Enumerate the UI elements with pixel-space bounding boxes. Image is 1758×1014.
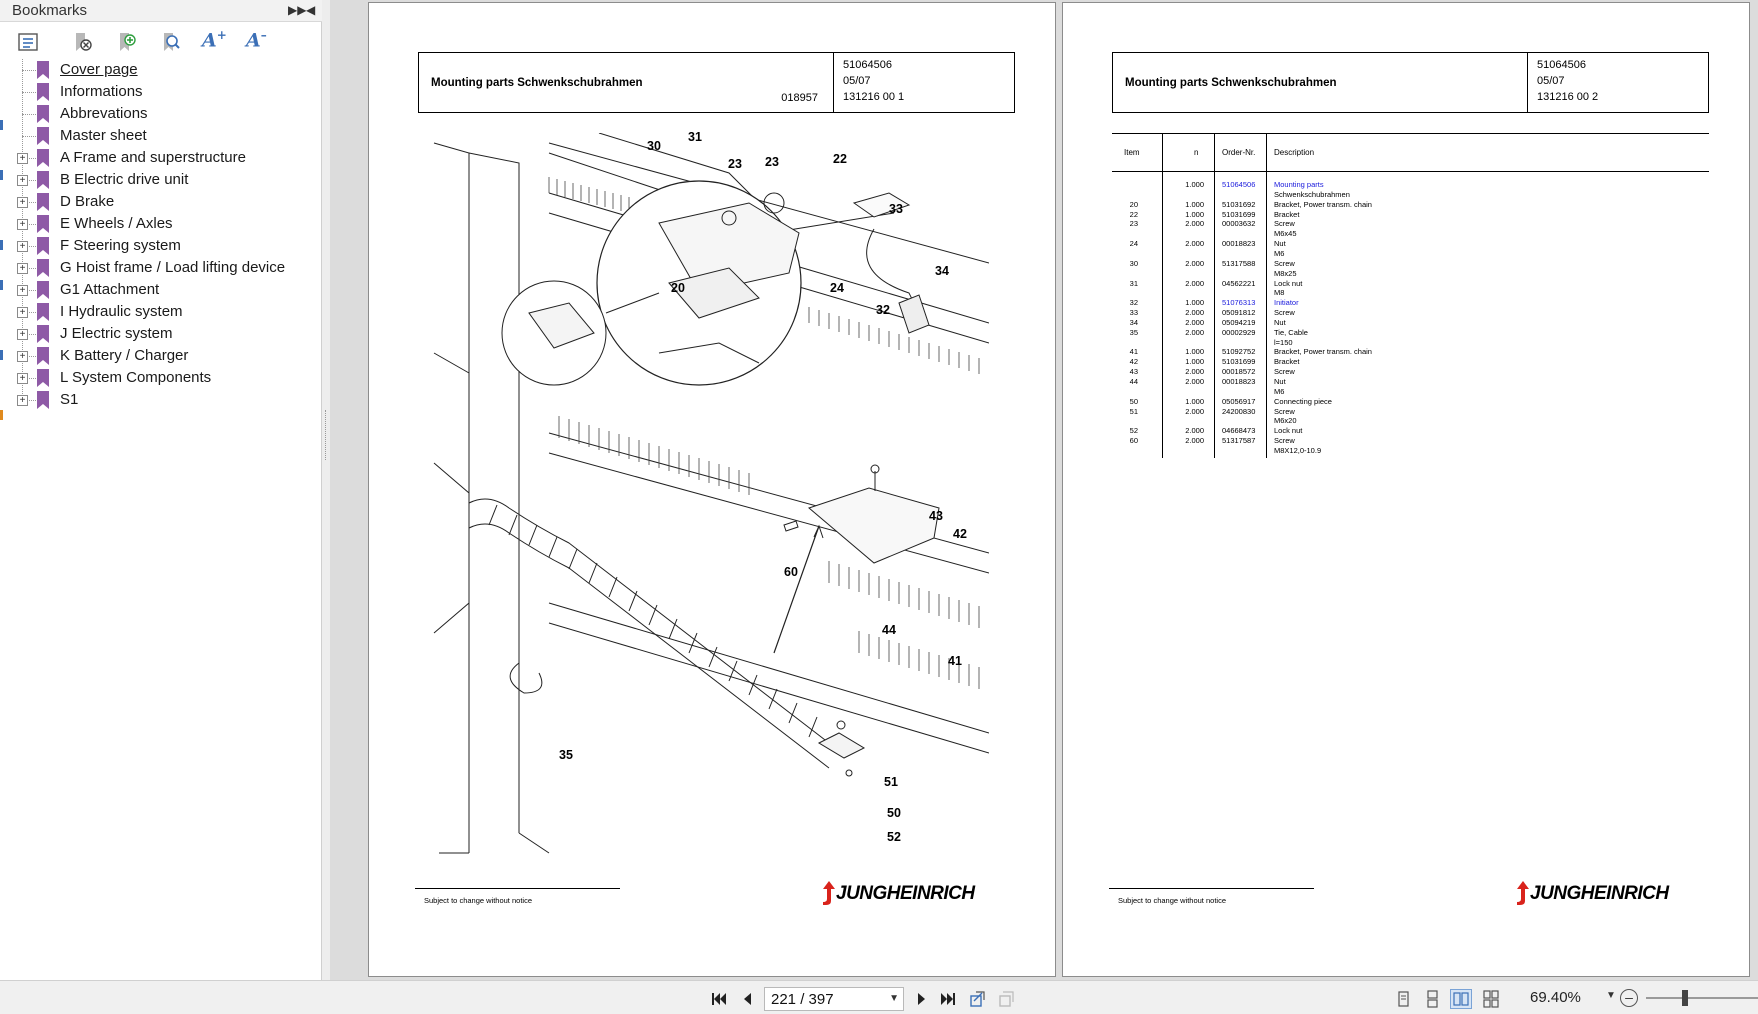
table-row — [1112, 200, 1709, 210]
table-row — [1112, 239, 1709, 249]
bookmark-item[interactable] — [0, 169, 322, 191]
table-header-rule — [1112, 171, 1709, 172]
callout-label: 20 — [671, 281, 685, 295]
tree-branch-line — [22, 136, 36, 137]
page-parts-list — [1062, 2, 1750, 977]
page-title: Mounting parts Schwenkschubrahmen — [1125, 77, 1337, 89]
exploded-drawing — [429, 130, 989, 863]
bookmark-item[interactable] — [0, 323, 322, 345]
bookmark-icon — [37, 259, 49, 277]
next-view-icon[interactable] — [995, 989, 1017, 1009]
bookmark-icon — [37, 83, 49, 101]
quantity-cell: 2.000 — [1185, 367, 1204, 377]
order-number-cell: 05091812 — [1222, 308, 1256, 318]
table-row — [1112, 407, 1709, 417]
callout-label: 51 — [884, 775, 898, 789]
expand-icon[interactable]: + — [17, 241, 28, 252]
order-number: 51064506 — [843, 59, 892, 71]
item-cell: 33 — [1129, 308, 1138, 318]
description-cell: Bracket — [1274, 209, 1300, 219]
order-number-cell: 00002929 — [1222, 327, 1256, 337]
table-row — [1112, 387, 1709, 397]
tree-branch-line — [22, 70, 36, 71]
decrease-text-size-icon[interactable]: A– — [246, 28, 267, 52]
table-row — [1112, 436, 1709, 446]
table-row — [1112, 397, 1709, 407]
bookmark-label[interactable]: I Hydraulic system — [60, 303, 183, 320]
description-cell[interactable]: Mounting parts — [1274, 180, 1324, 189]
expand-icon[interactable]: + — [17, 395, 28, 406]
single-page-view-icon[interactable] — [1392, 989, 1414, 1009]
callout-label: 44 — [882, 623, 896, 637]
bookmark-icon — [37, 347, 49, 365]
logo-arrow-icon — [1517, 881, 1529, 905]
quantity-cell: 2.000 — [1185, 327, 1204, 337]
first-page-icon[interactable] — [708, 989, 730, 1009]
description-cell: Schwenkschubrahmen — [1274, 189, 1350, 199]
description-cell: Nut — [1274, 317, 1286, 327]
order-number-cell: 00003632 — [1222, 219, 1256, 229]
description-cell: M8 — [1274, 288, 1285, 298]
drawing-ref: 018957 — [781, 92, 818, 104]
bookmark-label[interactable]: G Hoist frame / Load lifting device — [60, 259, 286, 276]
table-row — [1112, 288, 1709, 298]
quantity-cell: 1.000 — [1185, 180, 1204, 189]
bookmark-item[interactable] — [0, 389, 322, 411]
quantity-cell: 1.000 — [1185, 199, 1204, 209]
order-number-cell: 05056917 — [1222, 396, 1256, 406]
description-cell[interactable]: Initiator — [1274, 298, 1299, 308]
table-row — [1112, 347, 1709, 357]
column-header-order: Order-Nr. — [1222, 148, 1256, 157]
bookmark-icon — [37, 281, 49, 299]
bookmark-item[interactable] — [0, 345, 322, 367]
title-block-divider — [833, 53, 834, 112]
order-number-cell: 51031699 — [1222, 209, 1256, 219]
table-row — [1112, 357, 1709, 367]
callout-label: 31 — [688, 130, 702, 144]
description-cell: Lock nut — [1274, 426, 1303, 436]
table-row — [1112, 210, 1709, 220]
bookmark-icon — [37, 149, 49, 167]
order-number-cell: 00018823 — [1222, 239, 1256, 249]
bookmark-label[interactable]: A Frame and superstructure — [60, 149, 246, 166]
quantity-cell: 2.000 — [1185, 278, 1204, 288]
bookmark-item[interactable] — [0, 367, 322, 389]
item-cell: 60 — [1129, 436, 1138, 446]
bookmark-icon — [37, 215, 49, 233]
table-row — [1112, 367, 1709, 377]
document-viewer[interactable] — [330, 0, 1758, 980]
callout-label: 43 — [929, 509, 943, 523]
bookmark-label[interactable]: Cover page — [60, 61, 138, 78]
order-number-cell: 04668473 — [1222, 426, 1256, 436]
description-cell: Bracket — [1274, 357, 1300, 367]
logo-wordmark: JUNGHEINRICH — [836, 883, 975, 904]
order-number-cell[interactable]: 51064506 — [1222, 180, 1256, 189]
description-cell: Connecting piece — [1274, 396, 1332, 406]
order-number-cell: 00018572 — [1222, 367, 1256, 377]
callout-label: 23 — [728, 157, 742, 171]
zoom-slider-thumb[interactable] — [1682, 990, 1688, 1006]
order-number-cell: 51317587 — [1222, 436, 1256, 446]
bookmark-item[interactable] — [0, 59, 322, 81]
logo-wordmark: JUNGHEINRICH — [1530, 883, 1669, 904]
bookmarks-panel — [0, 0, 322, 980]
order-number-cell[interactable]: 51076313 — [1222, 298, 1256, 308]
bookmark-item[interactable] — [0, 191, 322, 213]
callout-label: 41 — [948, 654, 962, 668]
callout-label: 22 — [833, 152, 847, 166]
quantity-cell: 2.000 — [1185, 317, 1204, 327]
navigation-bar — [0, 980, 1758, 1014]
bookmark-item[interactable] — [0, 301, 322, 323]
quantity-cell: 2.000 — [1185, 239, 1204, 249]
find-current-bookmark-icon[interactable] — [158, 30, 182, 54]
table-row — [1112, 338, 1709, 348]
bookmark-item[interactable] — [0, 147, 322, 169]
bookmark-options-icon[interactable] — [16, 30, 40, 54]
bookmarks-panel-header — [0, 0, 322, 22]
description-cell: M6 — [1274, 386, 1285, 396]
description-cell: M8x25 — [1274, 268, 1297, 278]
bookmark-icon — [37, 105, 49, 123]
page-title: Mounting parts Schwenkschubrahmen — [431, 77, 643, 89]
column-header-description: Description — [1274, 148, 1315, 157]
description-cell: M6x45 — [1274, 229, 1297, 239]
quantity-cell: 2.000 — [1185, 426, 1204, 436]
delete-bookmark-icon[interactable] — [70, 30, 94, 54]
description-cell: M8X12,0-10.9 — [1274, 445, 1322, 455]
bookmark-label[interactable]: E Wheels / Axles — [60, 215, 173, 232]
sheet-number: 131216 00 2 — [1537, 91, 1599, 103]
description-cell: Nut — [1274, 239, 1286, 249]
table-row — [1112, 229, 1709, 239]
bookmark-icon — [37, 61, 49, 79]
bookmark-label[interactable]: S1 — [60, 391, 79, 408]
order-number-cell: 51031699 — [1222, 357, 1256, 367]
page-indicator[interactable]: 221 / 397 — [771, 991, 834, 1008]
jungheinrich-logo — [823, 879, 975, 905]
previous-page-icon[interactable] — [737, 989, 759, 1009]
table-row — [1112, 328, 1709, 338]
item-cell: 51 — [1129, 406, 1138, 416]
column-header-qty: n — [1194, 148, 1199, 157]
description-cell: l=150 — [1274, 337, 1293, 347]
expand-icon[interactable]: + — [17, 197, 28, 208]
item-cell: 35 — [1129, 327, 1138, 337]
zoom-slider[interactable] — [1646, 990, 1758, 1006]
callout-label: 60 — [784, 565, 798, 579]
expand-icon[interactable]: + — [17, 329, 28, 340]
title-block — [1112, 52, 1709, 113]
bookmark-label[interactable]: B Electric drive unit — [60, 171, 189, 188]
description-cell: Tie, Cable — [1274, 327, 1308, 337]
expand-panel-icon[interactable]: ▶▶ — [288, 3, 307, 17]
panel-splitter[interactable] — [322, 0, 330, 980]
item-cell: 32 — [1129, 298, 1138, 308]
bookmark-item[interactable] — [0, 279, 322, 301]
callout-label: 35 — [559, 748, 573, 762]
order-number-cell: 04562221 — [1222, 278, 1256, 288]
table-top-rule — [1112, 133, 1709, 134]
quantity-cell: 2.000 — [1185, 436, 1204, 446]
side-tool-marker[interactable] — [0, 410, 3, 420]
item-cell: 41 — [1129, 347, 1138, 357]
description-cell: Screw — [1274, 367, 1295, 377]
bookmarks-panel-title: Bookmarks — [12, 2, 88, 19]
item-cell: 50 — [1129, 396, 1138, 406]
next-page-icon[interactable] — [910, 989, 932, 1009]
expand-icon[interactable]: + — [17, 153, 28, 164]
zoom-out-icon[interactable]: – — [1620, 989, 1638, 1007]
quantity-cell: 1.000 — [1185, 347, 1204, 357]
description-cell: Screw — [1274, 436, 1295, 446]
bookmark-item[interactable] — [0, 235, 322, 257]
item-cell: 42 — [1129, 357, 1138, 367]
table-row — [1112, 308, 1709, 318]
bookmark-icon — [37, 237, 49, 255]
page-number-box[interactable] — [764, 987, 904, 1011]
expand-icon[interactable]: + — [17, 285, 28, 296]
expand-icon[interactable]: + — [17, 219, 28, 230]
description-cell: Nut — [1274, 377, 1286, 386]
bookmark-label[interactable]: Abbrevations — [60, 105, 148, 122]
description-cell: M6x20 — [1274, 416, 1297, 426]
zoom-dropdown-icon[interactable]: ▼ — [1606, 990, 1616, 1001]
bookmark-label[interactable]: Informations — [60, 83, 143, 100]
item-cell: 44 — [1129, 377, 1138, 386]
table-row — [1112, 426, 1709, 436]
increase-text-size-icon[interactable]: A+ — [202, 28, 227, 52]
item-cell: 23 — [1129, 219, 1138, 229]
order-number-cell: 00018823 — [1222, 377, 1256, 386]
bookmark-icon — [37, 303, 49, 321]
callout-label: 52 — [887, 830, 901, 844]
table-row — [1112, 446, 1709, 456]
expand-icon[interactable]: + — [17, 351, 28, 362]
expand-icon[interactable]: + — [17, 373, 28, 384]
order-number-cell: 24200830 — [1222, 406, 1256, 416]
order-number-cell: 51317588 — [1222, 258, 1256, 268]
item-cell: 30 — [1129, 258, 1138, 268]
description-cell: Screw — [1274, 219, 1295, 229]
quantity-cell: 1.000 — [1185, 298, 1204, 308]
column-header-item: Item — [1124, 148, 1140, 157]
callout-label: 24 — [830, 281, 844, 295]
previous-view-icon[interactable] — [966, 989, 988, 1009]
quantity-cell: 2.000 — [1185, 406, 1204, 416]
issue-date: 05/07 — [843, 75, 871, 87]
bookmark-label[interactable]: G1 Attachment — [60, 281, 160, 298]
callout-label: 23 — [765, 155, 779, 169]
callout-label: 50 — [887, 806, 901, 820]
bookmark-label[interactable]: D Brake — [60, 193, 115, 210]
footer-rule — [415, 888, 620, 889]
quantity-cell: 2.000 — [1185, 219, 1204, 229]
new-bookmark-icon[interactable] — [114, 30, 138, 54]
jungheinrich-logo — [1517, 879, 1669, 905]
item-cell: 34 — [1129, 317, 1138, 327]
quantity-cell: 1.000 — [1185, 357, 1204, 367]
table-row — [1112, 249, 1709, 259]
bookmark-item[interactable] — [0, 213, 322, 235]
item-cell: 22 — [1129, 209, 1138, 219]
splitter-grip[interactable] — [325, 410, 327, 460]
bookmark-item[interactable] — [0, 103, 322, 125]
callout-label: 34 — [935, 264, 949, 278]
quantity-cell: 2.000 — [1185, 258, 1204, 268]
description-cell: Screw — [1274, 258, 1295, 268]
page-drawing — [368, 2, 1056, 977]
bookmark-item[interactable] — [0, 81, 322, 103]
expand-icon[interactable]: + — [17, 175, 28, 186]
item-cell: 31 — [1129, 278, 1138, 288]
table-row — [1112, 269, 1709, 279]
tree-branch-line — [22, 114, 36, 115]
quantity-cell: 2.000 — [1185, 377, 1204, 386]
quantity-cell: 1.000 — [1185, 396, 1204, 406]
footer-note: Subject to change without notice — [424, 896, 532, 905]
description-cell: Screw — [1274, 308, 1295, 318]
footer-rule — [1109, 888, 1314, 889]
table-row — [1112, 318, 1709, 328]
page-dropdown-icon[interactable]: ▼ — [889, 993, 899, 1004]
bookmark-label[interactable]: K Battery / Charger — [60, 347, 189, 364]
table-row — [1112, 190, 1709, 200]
zoom-slider-track[interactable] — [1646, 997, 1758, 999]
tree-branch-line — [22, 92, 36, 93]
order-number-cell: 05094219 — [1222, 317, 1256, 327]
table-row — [1112, 416, 1709, 426]
title-block-divider — [1527, 53, 1528, 112]
continuous-two-page-view-icon[interactable] — [1480, 989, 1502, 1009]
order-number-cell: 51092752 — [1222, 347, 1256, 357]
description-cell: Screw — [1274, 406, 1295, 416]
two-page-view-icon[interactable] — [1450, 989, 1472, 1009]
table-row — [1112, 180, 1709, 190]
collapse-panel-icon[interactable]: ◀ — [306, 3, 316, 17]
quantity-cell: 1.000 — [1185, 209, 1204, 219]
description-cell: Bracket, Power transm. chain — [1274, 347, 1372, 357]
table-row — [1112, 298, 1709, 308]
expand-icon[interactable]: + — [17, 263, 28, 274]
expand-icon[interactable]: + — [17, 307, 28, 318]
callout-label: 33 — [889, 202, 903, 216]
bookmark-icon — [37, 391, 49, 409]
bookmark-icon — [37, 171, 49, 189]
item-cell: 43 — [1129, 367, 1138, 377]
bookmark-icon — [37, 369, 49, 387]
callout-label: 42 — [953, 527, 967, 541]
table-row — [1112, 219, 1709, 229]
logo-arrow-icon — [823, 881, 835, 905]
item-cell: 24 — [1129, 239, 1138, 249]
callout-label: 30 — [647, 139, 661, 153]
table-row — [1112, 279, 1709, 289]
zoom-level[interactable]: 69.40% — [1530, 989, 1581, 1006]
item-cell: 52 — [1129, 426, 1138, 436]
quantity-cell: 2.000 — [1185, 308, 1204, 318]
bookmark-label[interactable]: Master sheet — [60, 127, 147, 144]
table-row — [1112, 377, 1709, 387]
bookmarks-toolbar — [0, 24, 322, 58]
exploded-drawing-svg — [429, 133, 989, 863]
sheet-number: 131216 00 1 — [843, 91, 905, 103]
footer-note: Subject to change without notice — [1118, 896, 1226, 905]
continuous-view-icon[interactable] — [1421, 989, 1443, 1009]
bookmark-icon — [37, 325, 49, 343]
title-block — [418, 52, 1015, 113]
description-cell: Bracket, Power transm. chain — [1274, 199, 1372, 209]
bookmark-icon — [37, 193, 49, 211]
bookmark-label[interactable]: L System Components — [60, 369, 212, 386]
last-page-icon[interactable] — [937, 989, 959, 1009]
table-row — [1112, 259, 1709, 269]
bookmark-label[interactable]: J Electric system — [60, 325, 173, 342]
callout-label: 32 — [876, 303, 890, 317]
order-number: 51064506 — [1537, 59, 1586, 71]
item-cell: 20 — [1129, 199, 1138, 209]
issue-date: 05/07 — [1537, 75, 1565, 87]
bookmark-icon — [37, 127, 49, 145]
bookmark-item[interactable] — [0, 125, 322, 147]
bookmark-label[interactable]: F Steering system — [60, 237, 181, 254]
description-cell: M6 — [1274, 248, 1285, 258]
order-number-cell: 51031692 — [1222, 199, 1256, 209]
description-cell: Lock nut — [1274, 278, 1303, 288]
bookmark-item[interactable] — [0, 257, 322, 279]
